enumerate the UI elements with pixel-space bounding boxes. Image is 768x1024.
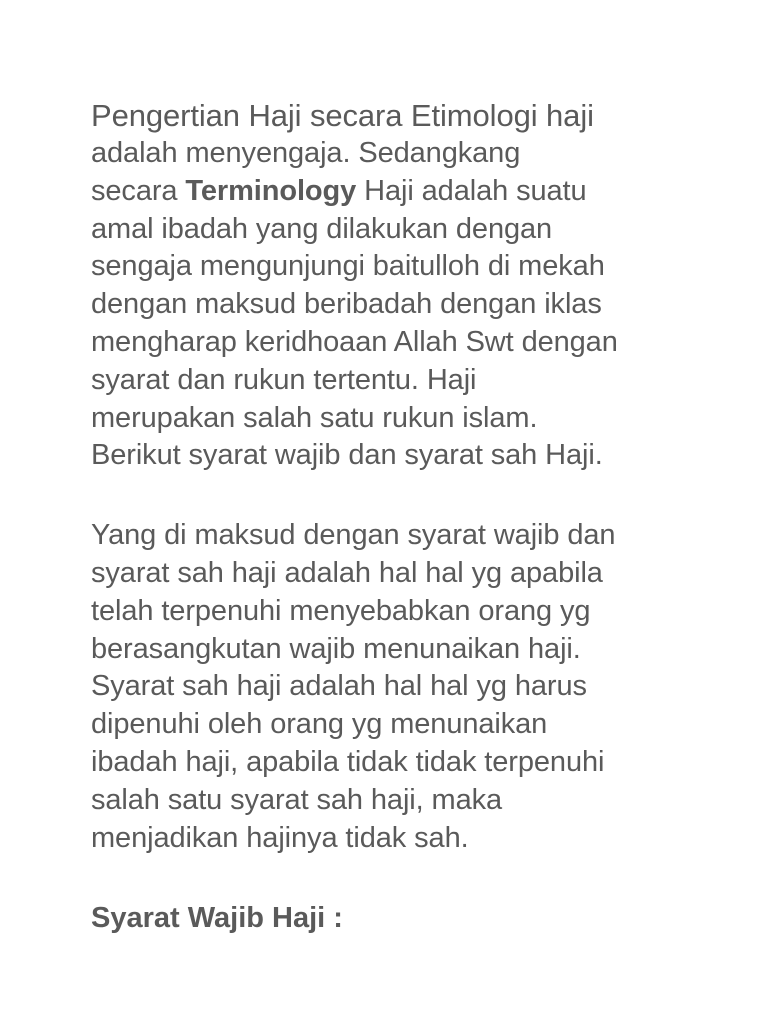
text-line: dipenuhi oleh orang yg menunaikan	[91, 708, 548, 741]
bold-term: Terminology	[185, 174, 357, 207]
text-line: Yang di maksud dengan syarat wajib dan	[91, 519, 616, 552]
text-line: berasangkutan wajib menunaikan haji.	[91, 632, 581, 665]
text-line: salah satu syarat sah haji, maka	[91, 783, 503, 816]
text-fragment: Haji adalah suatu	[356, 174, 587, 207]
section-heading: Syarat Wajib Haji :	[91, 902, 343, 935]
text-line: Syarat sah haji adalah hal hal yg harus	[91, 670, 587, 703]
text-line: dengan maksud beribadah dengan iklas	[91, 288, 602, 321]
text-line: ibadah haji, apabila tidak tidak terpenuhi	[91, 745, 605, 778]
text-line: adalah menyengaja. Sedangkang	[91, 137, 521, 169]
text-line: sengaja mengunjungi baitulloh di mekah	[91, 250, 605, 283]
text-line: telah terpenuhi menyebabkan orang yg	[91, 594, 591, 627]
paragraph-explanation	[91, 517, 691, 857]
text-line: mengharap keridhoaan Allah Swt dengan	[91, 325, 618, 358]
text-line-with-bold	[91, 173, 691, 211]
paragraph-definition	[91, 96, 691, 475]
document-page	[91, 96, 691, 937]
text-line: merupakan salah satu rukun islam.	[91, 401, 538, 434]
text-line: Berikut syarat wajib dan syarat sah Haji.	[91, 439, 603, 472]
text-line: syarat dan rukun tertentu. Haji	[91, 363, 477, 396]
text-line: menjadikan hajinya tidak sah.	[91, 821, 469, 854]
text-fragment: secara	[91, 174, 186, 207]
text-line: syarat sah haji adalah hal hal yg apabila	[91, 556, 603, 589]
text-line: Pengertian Haji secara Etimologi haji	[91, 98, 594, 133]
text-line: amal ibadah yang dilakukan dengan	[91, 212, 553, 245]
